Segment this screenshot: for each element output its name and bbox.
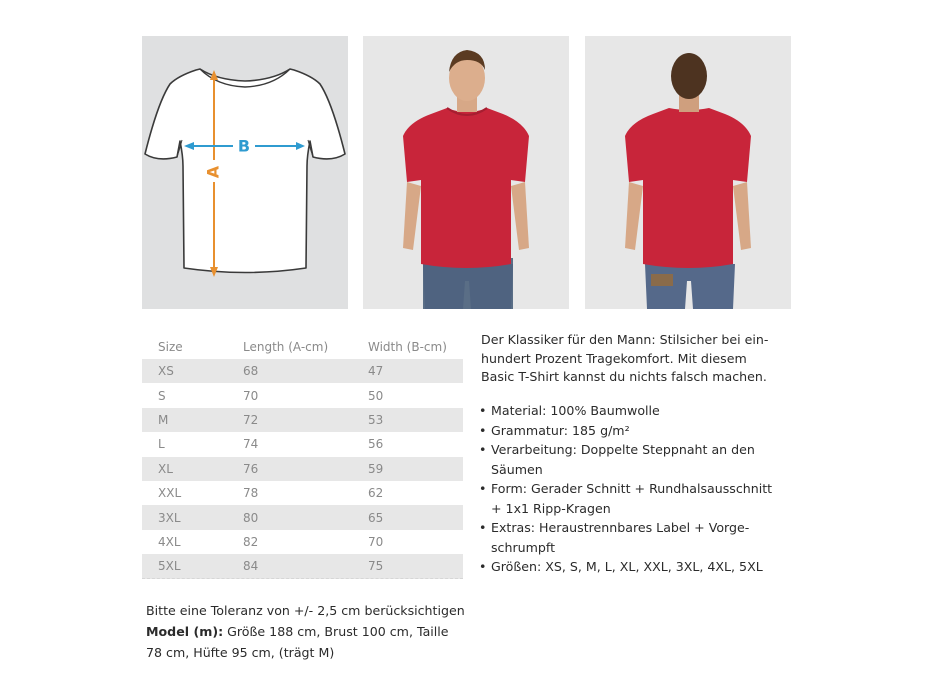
feature-text: Größen: XS, S, M, L, XL, XXL, 3XL, 4XL, 5XL <box>491 559 763 574</box>
model-info <box>146 621 476 642</box>
feature-text: Material: 100% Baumwolle <box>491 403 660 418</box>
description-line: hundert Prozent Tragekomfort. Mit diesem <box>481 350 747 366</box>
cell-width: 75 <box>368 554 463 578</box>
cell-width: 65 <box>368 505 463 529</box>
table-row <box>142 554 463 578</box>
cell-length: 78 <box>243 486 259 501</box>
feature-text: Verarbeitung: Doppelte Steppnaht an den <box>491 442 755 457</box>
size-table <box>142 334 463 579</box>
feature-text: Extras: Heraustrennbares Label + Vorge- <box>491 520 750 535</box>
cell-width: 47 <box>368 359 463 383</box>
table-row <box>142 408 463 432</box>
table-row <box>142 432 463 456</box>
cell-width: 70 <box>368 534 384 549</box>
cell-size: XXL <box>158 486 182 501</box>
list-item <box>479 518 789 557</box>
feature-text: Säumen <box>491 461 543 477</box>
cell-length: 72 <box>243 408 368 432</box>
cell-length: 70 <box>243 388 259 403</box>
cell-size: 5XL <box>142 554 243 578</box>
cell-length: 84 <box>243 554 368 578</box>
bullet-icon: • <box>479 442 487 457</box>
feature-text: Grammatur: 185 g/m² <box>491 422 630 438</box>
cell-length: 68 <box>243 359 368 383</box>
list-item <box>479 557 789 577</box>
cell-length: 74 <box>243 437 259 452</box>
bullet-icon: • <box>479 481 487 496</box>
table-header-row <box>142 334 463 359</box>
bullet-icon: • <box>479 559 487 574</box>
bullet-icon: • <box>479 403 487 418</box>
description-line: Basic T-Shirt kannst du nichts falsch machen. <box>481 369 767 384</box>
cell-size: XL <box>142 457 243 481</box>
list-item <box>479 440 789 479</box>
list-item <box>479 479 789 518</box>
model-front-photo <box>363 36 569 309</box>
model-back-illustration <box>585 36 791 309</box>
label-a: A <box>203 165 223 179</box>
size-diagram-image <box>142 36 348 309</box>
list-item <box>479 421 789 441</box>
table-row <box>142 383 463 407</box>
cell-width: 53 <box>368 408 463 432</box>
cell-length: 82 <box>243 534 259 549</box>
table-row <box>142 505 463 529</box>
header-width: Width (B-cm) <box>368 339 447 354</box>
header-size: Size <box>158 339 183 354</box>
tolerance-text: Bitte eine Toleranz von +/- 2,5 cm berücksichtigen <box>146 603 465 618</box>
bullet-icon: • <box>479 520 487 535</box>
model-label: Model (m): <box>146 624 224 639</box>
feature-list <box>479 401 789 577</box>
model-info-line2: 78 cm, Hüfte 95 cm, (trägt M) <box>146 645 335 660</box>
cell-width: 62 <box>368 486 384 501</box>
cell-width: 59 <box>368 457 463 481</box>
cell-size: 4XL <box>158 534 181 549</box>
cell-size: S <box>158 388 166 403</box>
cell-size: M <box>142 408 243 432</box>
model-back-photo <box>585 36 791 309</box>
model-text: Größe 188 cm, Brust 100 cm, Taille <box>223 624 449 639</box>
size-note <box>146 600 476 663</box>
header-length: Length (A-cm) <box>243 339 329 354</box>
cell-width: 50 <box>368 388 384 403</box>
label-b: B <box>237 136 251 156</box>
cell-width: 56 <box>368 437 384 452</box>
tshirt-outline-icon <box>142 36 348 309</box>
table-row <box>142 481 463 505</box>
cell-length: 76 <box>243 457 368 481</box>
product-description <box>481 331 781 387</box>
description-line: Der Klassiker für den Mann: Stilsicher bei ein- <box>481 332 769 347</box>
cell-size: XS <box>142 359 243 383</box>
list-item <box>479 401 789 421</box>
table-row <box>142 359 463 383</box>
table-row <box>142 530 463 554</box>
table-row <box>142 457 463 481</box>
feature-text: + 1x1 Ripp-Kragen <box>491 500 611 516</box>
model-front-illustration <box>363 36 569 309</box>
cell-size: L <box>158 437 165 452</box>
table-bottom-divider <box>142 578 463 580</box>
feature-text: schrumpft <box>491 539 556 555</box>
cell-size: 3XL <box>142 505 243 529</box>
cell-length: 80 <box>243 505 368 529</box>
feature-text: Form: Gerader Schnitt + Rundhalsausschnitt <box>491 481 773 496</box>
bullet-icon: • <box>479 422 487 438</box>
